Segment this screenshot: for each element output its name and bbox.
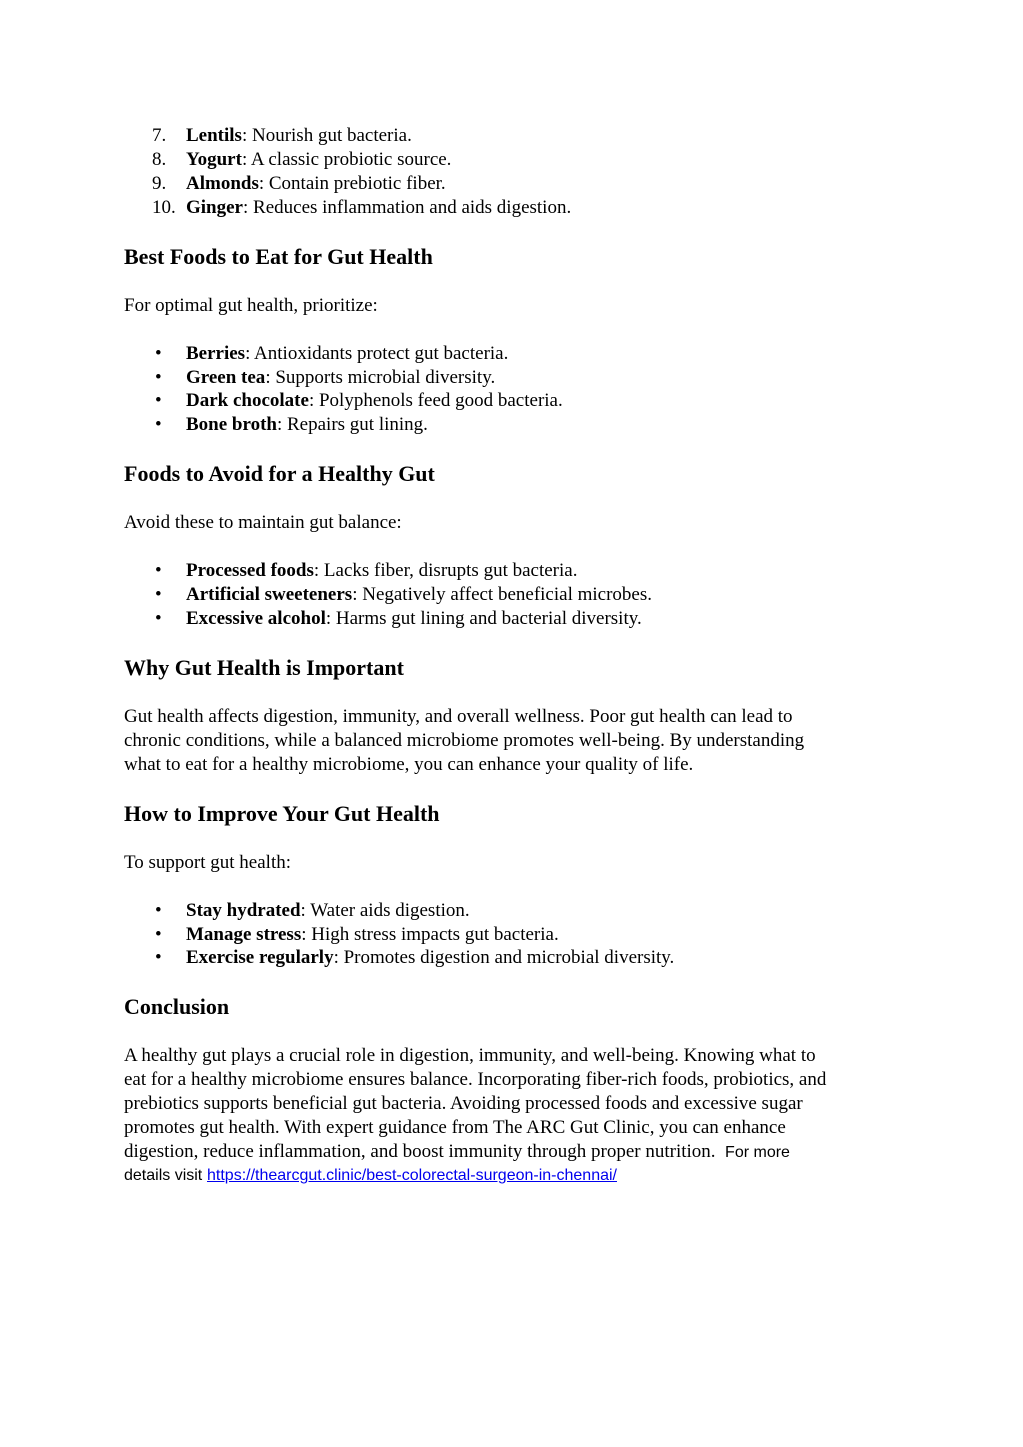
bullet-item: [155, 342, 508, 366]
bullet-glyph: •: [155, 900, 162, 921]
more-details-text: For more: [725, 1144, 790, 1161]
bullet-glyph: •: [155, 343, 162, 364]
list-number: 9.: [152, 173, 167, 194]
bullet-desc: : Harms gut lining and bacterial diversity.: [325, 608, 642, 629]
section-intro: Avoid these to maintain gut balance:: [124, 512, 402, 533]
bullet-desc: : Water aids digestion.: [300, 900, 470, 921]
paragraph-why-important: [124, 705, 894, 777]
bullet-item: [155, 413, 428, 437]
paragraph-line: A healthy gut plays a crucial role in digestion, immunity, and well-being. Knowing what to: [124, 1045, 816, 1066]
bullet-term: Dark chocolate: [186, 390, 309, 411]
list-item: [152, 196, 571, 220]
bullet-item: [155, 923, 559, 947]
section-intro: To support gut health:: [124, 852, 292, 873]
paragraph-line: chronic conditions, while a balanced microbiome promotes well-being. By understanding: [124, 730, 805, 751]
paragraph-line: eat for a healthy microbiome ensures balance. Incorporating fiber-rich foods, probiotics, and: [124, 1069, 827, 1090]
bullet-desc: : Antioxidants protect gut bacteria.: [245, 343, 509, 364]
paragraph-conclusion: [124, 1044, 894, 1186]
bullet-desc: : Repairs gut lining.: [276, 414, 428, 435]
bullet-desc: : Negatively affect beneficial microbes.: [352, 584, 653, 605]
list-item: [152, 124, 412, 148]
bullet-term: Bone broth: [186, 414, 277, 435]
bullet-desc: : Lacks fiber, disrupts gut bacteria.: [313, 560, 578, 581]
bullet-term: Berries: [186, 343, 246, 364]
paragraph-line: Gut health affects digestion, immunity, and overall wellness. Poor gut health can lead to: [124, 706, 793, 727]
bullet-glyph: •: [155, 947, 162, 968]
bullet-glyph: •: [155, 560, 162, 581]
bullet-glyph: •: [155, 367, 162, 388]
bullet-item: [155, 559, 577, 583]
paragraph-line: [124, 1165, 894, 1186]
details-visit-text: details visit: [124, 1167, 203, 1184]
bullet-term: Stay hydrated: [186, 900, 301, 921]
section-heading-improve: How to Improve Your Gut Health: [124, 801, 440, 826]
section-heading-why-important: Why Gut Health is Important: [124, 655, 404, 680]
paragraph-line-text: digestion, reduce inflammation, and boost immunity through proper nutrition.: [124, 1141, 716, 1162]
section-heading-avoid-foods: Foods to Avoid for a Healthy Gut: [124, 461, 435, 486]
list-term: Almonds: [186, 173, 259, 194]
bullet-desc: : Polyphenols feed good bacteria.: [308, 390, 563, 411]
list-desc: : Nourish gut bacteria.: [241, 125, 412, 146]
bullet-desc: : Promotes digestion and microbial diversity.: [333, 947, 675, 968]
list-term: Yogurt: [186, 149, 242, 170]
paragraph-line: prebiotics supports beneficial gut bacteria. Avoiding processed foods and excessive sugar: [124, 1093, 803, 1114]
bullet-glyph: •: [155, 608, 162, 629]
bullet-glyph: •: [155, 924, 162, 945]
paragraph-line: what to eat for a healthy microbiome, you can enhance your quality of life.: [124, 754, 694, 775]
bullet-desc: : Supports microbial diversity.: [265, 367, 496, 388]
bullet-glyph: •: [155, 584, 162, 605]
bullet-term: Green tea: [186, 367, 266, 388]
bullet-item: [155, 899, 470, 923]
paragraph-line: [124, 1140, 894, 1165]
bullet-item: [155, 946, 674, 970]
bullet-term: Artificial sweeteners: [186, 584, 353, 605]
bullet-term: Processed foods: [186, 560, 314, 581]
bullet-glyph: •: [155, 390, 162, 411]
bullet-term: Excessive alcohol: [186, 608, 326, 629]
bullet-item: [155, 366, 495, 390]
section-heading-best-foods: Best Foods to Eat for Gut Health: [124, 244, 433, 269]
list-number: 10.: [152, 197, 176, 218]
list-item: [152, 172, 446, 196]
list-number: 7.: [152, 125, 167, 146]
bullet-item: [155, 583, 652, 607]
bullet-term: Manage stress: [186, 924, 302, 945]
list-desc: : A classic probiotic source.: [241, 149, 452, 170]
bullet-item: [155, 389, 563, 413]
bullet-term: Exercise regularly: [186, 947, 334, 968]
list-item: [152, 148, 451, 172]
paragraph-line: promotes gut health. With expert guidance from The ARC Gut Clinic, you can enhance: [124, 1117, 786, 1138]
list-term: Lentils: [186, 125, 242, 146]
section-heading-conclusion: Conclusion: [124, 994, 230, 1019]
bullet-item: [155, 607, 642, 631]
list-desc: : Contain prebiotic fiber.: [258, 173, 446, 194]
bullet-glyph: •: [155, 414, 162, 435]
list-number: 8.: [152, 149, 167, 170]
section-intro: For optimal gut health, prioritize:: [124, 295, 378, 316]
list-term: Ginger: [186, 197, 243, 218]
bullet-desc: : High stress impacts gut bacteria.: [301, 924, 559, 945]
list-desc: : Reduces inflammation and aids digestion.: [243, 197, 572, 218]
clinic-link[interactable]: https://thearcgut.clinic/best-colorectal-surgeon-in-chennai/: [207, 1167, 617, 1184]
